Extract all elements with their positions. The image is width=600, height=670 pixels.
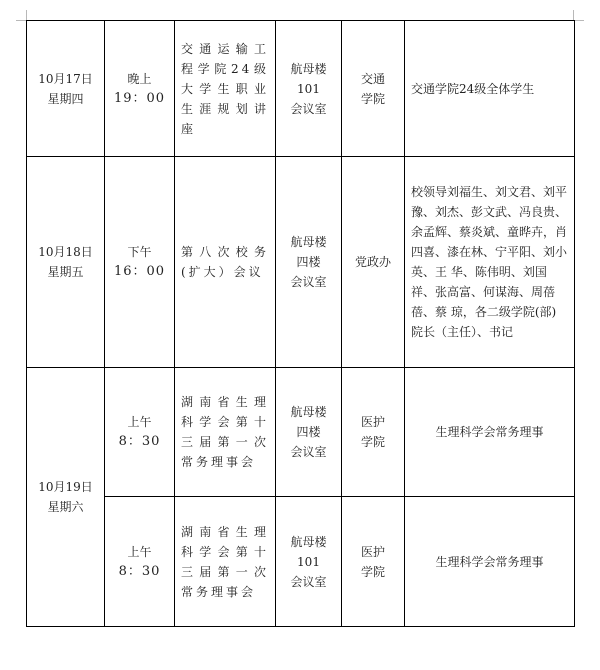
place-room: 会议室 — [290, 445, 327, 459]
organizer-line1: 医护 — [360, 415, 385, 429]
time-text: 8：30 — [118, 434, 161, 449]
place-building: 航母楼 — [290, 534, 327, 549]
place-floor: 四楼 — [296, 255, 321, 269]
event-cell: 交通运输工程学院24级大学生职业生涯规划讲座 — [175, 21, 276, 157]
date-cell — [27, 368, 105, 627]
period-text: 上午 — [127, 415, 152, 429]
period-text: 上午 — [127, 544, 152, 559]
place-floor: 101 — [297, 554, 320, 569]
table-row — [27, 368, 575, 497]
place-floor: 101 — [297, 81, 320, 96]
attendees-cell: 校领导刘福生、刘文君、刘平豫、刘杰、彭文武、冯良贵、余孟辉、蔡炎斌、童晔卉，肖四喜、漆在林、宁平阳、刘小英、王 华、陈伟明、刘国祥、张高富、何谋海、周蓓蓓、蔡 琼，各二级学院(部)院长（主任）、书记 — [405, 157, 575, 368]
time-cell — [105, 368, 175, 497]
place-floor: 四楼 — [296, 425, 321, 439]
organizer-line2: 学院 — [360, 435, 385, 449]
time-cell — [105, 21, 175, 157]
event-cell: 湖南省生理科学会第十三届第一次常务理事会 — [175, 368, 276, 497]
date-text: 10月18日 — [38, 245, 93, 259]
period-text: 晚上 — [127, 71, 152, 86]
organizer-cell — [342, 497, 405, 627]
date-cell — [27, 21, 105, 157]
schedule-table — [26, 20, 575, 627]
attendees-cell: 生理科学会常务理事 — [405, 368, 575, 497]
weekday-text: 星期五 — [47, 265, 84, 279]
organizer-line1: 交通 — [360, 71, 385, 86]
time-cell — [105, 497, 175, 627]
date-text: 10月19日 — [38, 480, 93, 494]
time-cell — [105, 157, 175, 368]
place-building: 航母楼 — [290, 61, 327, 76]
organizer-line1: 医护 — [360, 544, 385, 559]
weekday-text: 星期六 — [47, 500, 84, 514]
organizer-cell — [342, 368, 405, 497]
table-row — [27, 497, 575, 627]
event-cell: 湖南省生理科学会第十三届第一次常务理事会 — [175, 497, 276, 627]
table-row — [27, 21, 575, 157]
date-text: 10月17日 — [38, 71, 93, 86]
place-room: 会议室 — [290, 574, 327, 589]
attendees-cell: 生理科学会常务理事 — [405, 497, 575, 627]
place-cell — [276, 368, 342, 497]
attendees-cell: 交通学院24级全体学生 — [405, 21, 575, 157]
table-row — [27, 157, 575, 368]
period-text: 下午 — [127, 245, 152, 259]
weekday-text: 星期四 — [47, 91, 84, 106]
organizer-cell — [342, 157, 405, 368]
time-text: 19：00 — [113, 90, 166, 106]
time-text: 16：00 — [113, 264, 166, 279]
event-cell: 第八次校务(扩大）会议 — [175, 157, 276, 368]
place-cell — [276, 157, 342, 368]
place-cell — [276, 497, 342, 627]
place-room: 会议室 — [290, 101, 327, 116]
place-cell — [276, 21, 342, 157]
time-text: 8：30 — [118, 563, 161, 579]
place-building: 航母楼 — [290, 405, 327, 419]
organizer-line2: 学院 — [360, 564, 385, 579]
place-room: 会议室 — [290, 275, 327, 289]
organizer-line2: 学院 — [360, 91, 385, 106]
place-building: 航母楼 — [290, 235, 327, 249]
date-cell — [27, 157, 105, 368]
organizer-line1: 党政办 — [354, 255, 391, 269]
organizer-cell — [342, 21, 405, 157]
